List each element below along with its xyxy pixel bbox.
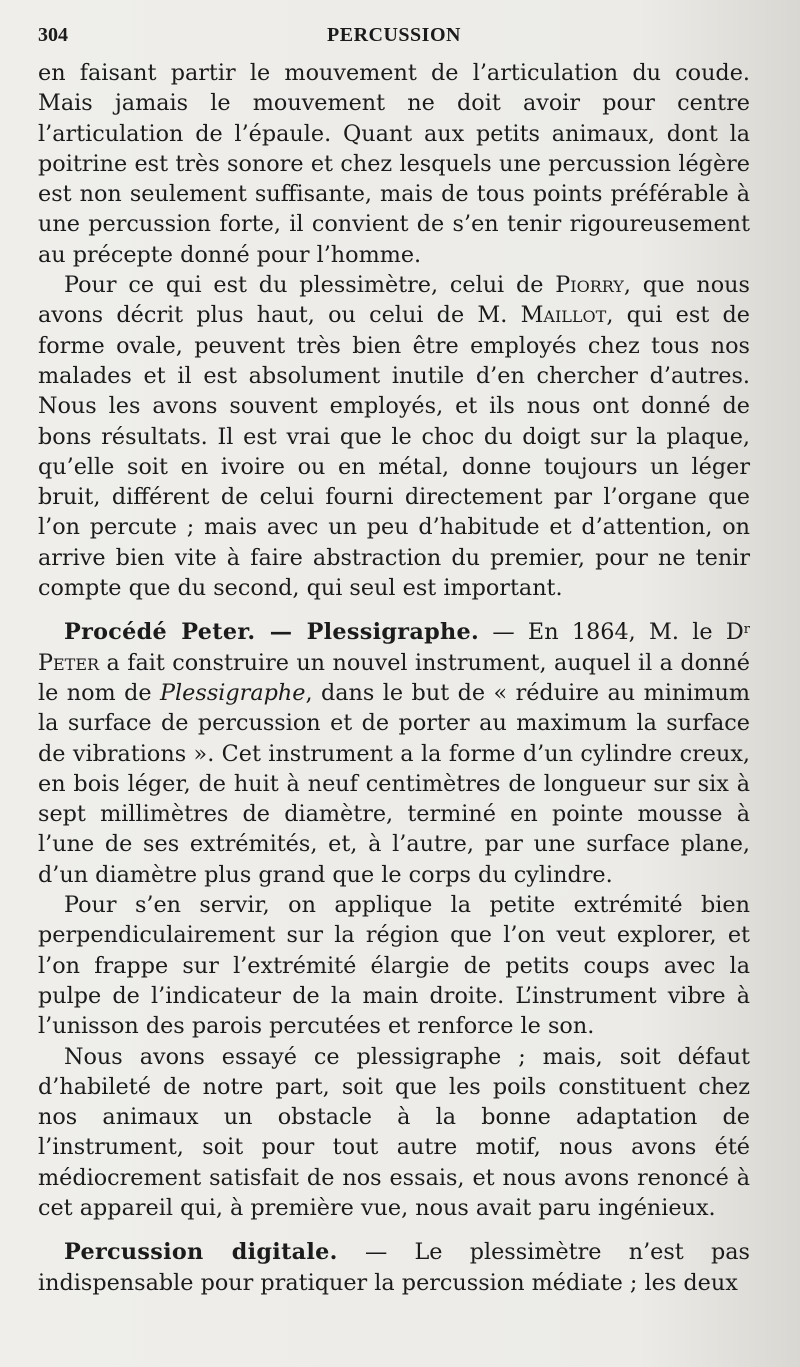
paragraph-2-text-b: , que nous avons décrit plus haut, ou celui de M. (38, 272, 750, 329)
paragraph-4: Pour s’en servir, on applique la petite extrémité bien perpendiculairement sur la région que l’on veut explorer, et l’on frappe sur l’extrémité élargie de petits coups avec la pulpe de l’indicateur de la main droite. L’instrument vibre à l’unisson des parois percutées et renforce le son. (38, 892, 750, 1040)
page-header (38, 24, 750, 54)
paragraph-1: en faisant partir le mouvement de l’articulation du coude. Mais jamais le mouvement ne doit avoir pour centre l’articulation de l’épaule. Quant aux petits animaux, dont la poitrine est très sonore et chez lesquels une percussion légère est non seulement suffisante, mais de tous points préférable à une percussion forte, il convient de s’en tenir rigoureusement au précepte donné pour l’homme. (38, 60, 750, 268)
running-head: PERCUSSION (327, 24, 461, 46)
author-name-maillot: Maillot (520, 302, 607, 329)
paragraph-2 (38, 270, 750, 603)
author-name-piorry: Piorry (555, 272, 624, 299)
section-heading-peter: Procédé Peter. — Plessigraphe. (64, 619, 480, 646)
doctor-superscript: r (743, 622, 750, 638)
paragraph-6-text: — Le plessimètre n’est pas indispensable pour pratiquer la percussion médiate ; les deux (38, 1239, 750, 1296)
paragraph-3-text-a: — En 1864, M. le D (479, 619, 744, 646)
author-name-peter: Peter (38, 649, 100, 676)
paragraph-2-text-c: , qui est de forme ovale, peuvent très bien être employés chez tous nos malades et il est absolument inutile d’en chercher d’autres. Nous les avons souvent employés, et ils nous ont donné de bons résultats. Il est vrai que le choc du doigt sur la plaque, qu’elle soit en ivoire ou en métal, donne toujours un léger bruit, différent de celui fourni directement par l’organe que l’on percute ; mais avec un peu d’habitude et d’attention, on arrive bien vite à faire abstraction du premier, pour ne tenir compte que du second, qui seul est important. (38, 302, 750, 602)
paragraph-6 (38, 1237, 750, 1298)
paragraph-5: Nous avons essayé ce plessigraphe ; mais, soit défaut d’habileté de notre part, soit que les poils constituent chez nos animaux un obstacle à la bonne adaptation de l’instrument, soit pour tout autre motif, nous avons été médiocrement satisfait de nos essais, et nous avons renoncé à cet appareil qui, à première vue, nous avait paru ingénieux. (38, 1043, 750, 1221)
page-body (38, 58, 750, 1298)
paragraph-3-text-b: a fait construire un nouvel instrument, auquel il a donné le nom de (38, 649, 750, 706)
paragraph-2-text-a: Pour ce qui est du plessimètre, celui de (64, 272, 556, 299)
instrument-name: Plessigraphe (160, 679, 306, 706)
paragraph-3-text-c: , dans le but de « réduire au minimum la surface de percussion et de porter au maximum la surface de vibrations ». Cet instrument a la forme d’un cylindre creux, en bois léger, de huit à neuf centimètres de longueur sur six à sept millimètres de diamètre, terminé en pointe mousse à l’une de ses extrémités, et, à l’autre, par une surface plane, d’un diamètre plus grand que le corps du cylindre. (38, 679, 750, 888)
paragraph-3 (38, 617, 750, 890)
section-heading-digitale: Percussion digitale. (64, 1239, 338, 1266)
page-number: 304 (38, 24, 68, 46)
